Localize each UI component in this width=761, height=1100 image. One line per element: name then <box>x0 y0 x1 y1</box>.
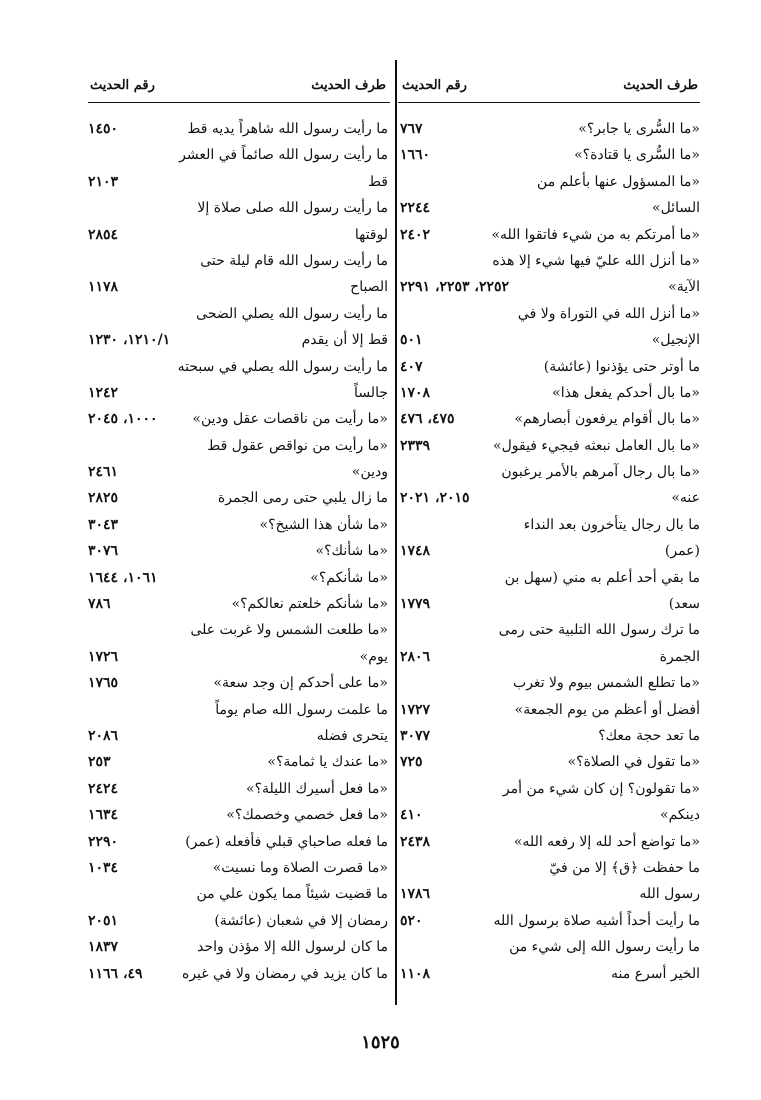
left-column <box>88 60 388 982</box>
entry-text: «ما فعل خصمي وخصمك؟» <box>226 807 388 824</box>
entry-text: ما قضيت شيئاً مما يكون علي من <box>196 886 388 903</box>
entry-number: ٢٤٢٤ <box>88 780 119 797</box>
index-entry <box>400 538 700 564</box>
entry-text: يتحرى فضله <box>316 727 388 744</box>
entry-text: «ما طلعت الشمس ولا غربت على <box>190 622 388 639</box>
index-entry <box>400 116 700 142</box>
entry-number: ١٤٥٠ <box>88 121 119 137</box>
entry-text: ما رأيت رسول الله شاهراً يديه قط <box>187 121 388 137</box>
index-entry <box>400 169 700 195</box>
entry-number: ٢٥٣ <box>88 754 111 771</box>
entry-text: «ما شأنك؟» <box>315 543 388 560</box>
entry-text: «ما أنزل الله عليّ فيها شيء إلا هذه <box>492 252 700 269</box>
entry-text: «ما السُّرى يا جابر؟» <box>578 121 700 137</box>
index-entry <box>88 591 388 617</box>
index-entry <box>400 301 700 327</box>
index-entry <box>400 644 700 670</box>
entry-number: ٢٤٠٢ <box>400 226 431 243</box>
entry-number: ١٧٠٨ <box>400 384 431 401</box>
entry-number: ٣٠٤٣ <box>88 516 119 533</box>
entry-number: ٥٠١ <box>400 332 423 349</box>
entry-text: ما زال يلبي حتى رمى الجمرة <box>217 490 388 507</box>
index-entry <box>88 116 388 142</box>
entry-number: ١٢١٠/١، ١٢٣٠ <box>88 332 171 349</box>
entry-number: ١٦٦٠ <box>400 147 431 164</box>
index-entry <box>88 776 388 802</box>
entry-number: ٢٢٥٢، ٢٢٥٣، ٢٢٩١ <box>400 279 510 296</box>
index-entry <box>88 248 388 274</box>
entry-text: «ما رأيت من نواقص عقول قط <box>207 437 388 454</box>
index-entry <box>88 802 388 828</box>
index-entry <box>88 908 388 934</box>
index-entry <box>88 881 388 907</box>
entry-number: ١٧٦٥ <box>88 675 119 692</box>
right-column-header <box>400 60 700 100</box>
entry-number: ٢٨٢٥ <box>88 490 119 507</box>
index-entry <box>400 459 700 485</box>
entry-text: دينكم» <box>660 807 700 824</box>
entry-text: رسول الله <box>639 886 700 903</box>
right-column <box>400 60 700 982</box>
entry-number: ١٧٤٨ <box>400 543 431 560</box>
entry-number: ٢٠٥١ <box>88 912 119 929</box>
entry-text: «ما تطلع الشمس بيوم ولا تغرب <box>513 675 700 692</box>
entry-text: ودين» <box>351 464 388 481</box>
entry-number: ١٢٤٢ <box>88 384 119 401</box>
entry-text: ما كان يزيد في رمضان ولا في غيره <box>181 965 388 982</box>
index-entry <box>88 327 388 353</box>
entry-text: ما علمت رسول الله صام يوماً <box>215 701 388 718</box>
entry-number: ١٠٣٤ <box>88 859 119 876</box>
entry-number: ٢٠٨٦ <box>88 727 119 744</box>
index-entry <box>400 380 700 406</box>
right-header-rule <box>398 102 700 103</box>
entry-number: ١١٧٨ <box>88 279 119 296</box>
index-entry <box>400 591 700 617</box>
index-entry <box>88 169 388 195</box>
entry-number: ٤٩، ١١٦٦ <box>88 965 143 982</box>
index-entry <box>400 697 700 723</box>
index-page <box>88 60 700 1020</box>
index-entry <box>400 961 700 987</box>
index-entry <box>88 433 388 459</box>
index-entry <box>88 749 388 775</box>
entry-text: السائل» <box>652 200 700 217</box>
entry-text: «ما السُّرى يا قتادة؟» <box>574 147 700 164</box>
entry-text: ما رأيت رسول الله يصلي في سبحته <box>177 358 388 375</box>
hadith-number-header: رقم الحديث <box>90 78 155 93</box>
index-entry <box>88 855 388 881</box>
entry-number: ٧٢٥ <box>400 754 423 771</box>
entry-text: ما رأيت رسول الله يصلي الضحى <box>196 305 388 322</box>
index-entry <box>88 222 388 248</box>
entry-text: «ما بال أقوام يرفعون أبصارهم» <box>514 411 700 428</box>
index-entry <box>400 248 700 274</box>
index-entry <box>88 670 388 696</box>
entry-text: لوقتها <box>354 226 388 243</box>
index-entry <box>400 908 700 934</box>
entry-number: ١١٠٨ <box>400 965 431 982</box>
entry-text: الآية» <box>668 279 700 296</box>
entry-text: «ما قصرت الصلاة وما نسيت» <box>212 859 388 876</box>
entry-text: قط <box>368 173 388 190</box>
index-entry <box>88 485 388 511</box>
entry-number: ٤٠٧ <box>400 358 423 375</box>
entry-number: ٥٢٠ <box>400 912 423 929</box>
index-entry <box>400 670 700 696</box>
entry-text: ما بقي أحد أعلم به مني (سهل بن <box>504 569 700 586</box>
entry-text: الجمرة <box>659 648 700 665</box>
entry-text: الصباح <box>350 279 388 296</box>
entry-number: ٢٤٣٨ <box>400 833 431 850</box>
index-entry <box>400 723 700 749</box>
left-header-rule <box>88 102 390 103</box>
entry-number: ٢٢٤٤ <box>400 200 431 217</box>
entry-text: «ما تواضع أحد لله إلا رفعه الله» <box>513 833 700 850</box>
entry-number: ١٧٢٦ <box>88 648 119 665</box>
index-entry <box>400 195 700 221</box>
index-entry <box>88 142 388 168</box>
index-entry <box>400 934 700 960</box>
index-entry <box>88 565 388 591</box>
entry-text: عنه» <box>671 490 700 507</box>
index-entry <box>88 961 388 987</box>
entry-text: ما أوتر حتى يؤذنوا (عائشة) <box>543 358 700 375</box>
index-entry <box>88 354 388 380</box>
entry-text: جالساً <box>354 384 388 401</box>
left-column-header <box>88 60 388 100</box>
index-entry <box>88 380 388 406</box>
index-entry <box>400 829 700 855</box>
index-entry <box>88 459 388 485</box>
entry-text: «ما أنزل الله في التوراة ولا في <box>517 305 700 322</box>
entry-text: «ما أمرتكم به من شيء فاتقوا الله» <box>491 226 700 243</box>
entry-text: قط إلا أن يقدم <box>301 332 388 349</box>
page-number: ١٥٢٥ <box>361 1032 400 1053</box>
index-entry <box>400 354 700 380</box>
entry-text: «ما شأنكم؟» <box>310 569 388 586</box>
index-entry <box>400 433 700 459</box>
entry-text: ما رأيت رسول الله صائماً في العشر <box>179 147 388 164</box>
entry-number: ٢١٠٣ <box>88 173 119 190</box>
entry-number: ١٧٢٧ <box>400 701 431 718</box>
entry-number: ١٠٦١، ١٦٤٤ <box>88 569 158 586</box>
index-entry <box>400 142 700 168</box>
index-entry <box>88 406 388 432</box>
entry-number: ٢٨٠٦ <box>400 648 431 665</box>
entry-number: ١٨٣٧ <box>88 939 119 956</box>
entry-number: ٤٧٥، ٤٧٦ <box>400 411 455 428</box>
entry-text: «ما تقولون؟ إن كان شيء من أمر <box>502 780 700 797</box>
entry-number: ٤١٠ <box>400 807 423 824</box>
index-entry <box>88 934 388 960</box>
entry-text: سعد) <box>668 596 700 613</box>
entry-number: ٣٠٧٦ <box>88 543 119 560</box>
entry-text: «ما بال رجال آمرهم بالأمر يرغبون <box>501 464 700 481</box>
index-entry <box>400 274 700 300</box>
entry-text: «ما رأيت من ناقصات عقل ودين» <box>192 411 388 428</box>
index-entry <box>88 723 388 749</box>
index-entry <box>88 829 388 855</box>
index-entry <box>400 802 700 828</box>
index-entry <box>88 697 388 723</box>
entry-text: الإنجيل» <box>651 332 700 349</box>
entry-number: ٢٢٩٠ <box>88 833 119 850</box>
entry-text: الخير أسرع منه <box>611 965 700 982</box>
entry-text: «ما شأن هذا الشيخ؟» <box>259 516 388 533</box>
index-entry <box>400 222 700 248</box>
entry-text: ما بال رجال يتأخرون بعد النداء <box>523 516 700 533</box>
index-entry <box>88 644 388 670</box>
entry-number: ٢٤٦١ <box>88 464 119 481</box>
entry-text: ما فعله صاحباي قبلي فأفعله (عمر) <box>185 833 388 850</box>
index-entry <box>400 617 700 643</box>
entry-number: ٧٦٧ <box>400 121 423 137</box>
entry-number: ٢٨٥٤ <box>88 226 119 243</box>
entry-text: ما رأيت رسول الله إلى شيء من <box>509 939 700 956</box>
index-entry <box>88 512 388 538</box>
index-entry <box>400 855 700 881</box>
entry-text: رمضان إلا في شعبان (عائشة) <box>214 912 388 929</box>
entry-text: «ما على أحدكم إن وجد سعة» <box>213 675 388 692</box>
entry-number: ١٦٣٤ <box>88 807 119 824</box>
entry-text: «ما تقول في الصلاة؟» <box>567 754 700 771</box>
entry-number: ٧٨٦ <box>88 596 111 613</box>
index-entry <box>88 195 388 221</box>
left-column-rows <box>88 116 388 987</box>
entry-number: ١٧٧٩ <box>400 596 431 613</box>
entry-text: «ما عندك يا ثمامة؟» <box>267 754 388 771</box>
index-entry <box>400 749 700 775</box>
hadith-title-header: طرف الحديث <box>623 78 698 93</box>
index-entry <box>400 776 700 802</box>
index-entry <box>400 881 700 907</box>
entry-text: «ما فعل أسيرك الليلة؟» <box>246 780 388 797</box>
entry-text: ما حفظت ﴿ق﴾ إلا من فيّ <box>549 859 700 876</box>
entry-text: ما رأيت أحداً أشبه صلاة برسول الله <box>493 912 700 929</box>
hadith-number-header: رقم الحديث <box>402 78 467 93</box>
entry-number: ٢٣٣٩ <box>400 437 431 454</box>
entry-text: ما كان لرسول الله إلا مؤذن واحد <box>197 939 388 956</box>
entry-text: يوم» <box>359 648 388 665</box>
index-entry <box>88 301 388 327</box>
right-column-rows <box>400 116 700 987</box>
entry-text: ما ترك رسول الله التلبية حتى رمى <box>498 622 700 639</box>
index-entry <box>400 512 700 538</box>
entry-number: ١٠٠٠، ٢٠٤٥ <box>88 411 158 428</box>
hadith-title-header: طرف الحديث <box>311 78 386 93</box>
index-entry <box>88 274 388 300</box>
entry-text: ما تعد حجة معك؟ <box>598 727 700 744</box>
entry-text: ما رأيت رسول الله قام ليلة حتى <box>200 252 388 269</box>
index-entry <box>400 485 700 511</box>
index-entry <box>400 565 700 591</box>
entry-number: ١٧٨٦ <box>400 886 431 903</box>
entry-text: «ما شأنكم خلعتم نعالكم؟» <box>231 596 388 613</box>
entry-text: «ما المسؤول عنها بأعلم من <box>537 173 700 190</box>
entry-number: ٣٠٧٧ <box>400 727 431 744</box>
column-divider <box>395 60 397 1005</box>
index-entry <box>88 617 388 643</box>
entry-text: أفضل أو أعظم من يوم الجمعة» <box>514 701 700 718</box>
entry-text: (عمر) <box>664 543 700 560</box>
entry-number: ٢٠١٥، ٢٠٢١ <box>400 490 470 507</box>
index-entry <box>400 406 700 432</box>
entry-text: ما رأيت رسول الله صلى صلاة إلا <box>197 200 388 217</box>
entry-text: «ما بال العامل نبعثه فيجيء فيقول» <box>493 437 700 454</box>
entry-text: «ما بال أحدكم يفعل هذا» <box>552 384 700 401</box>
index-entry <box>400 327 700 353</box>
index-entry <box>88 538 388 564</box>
